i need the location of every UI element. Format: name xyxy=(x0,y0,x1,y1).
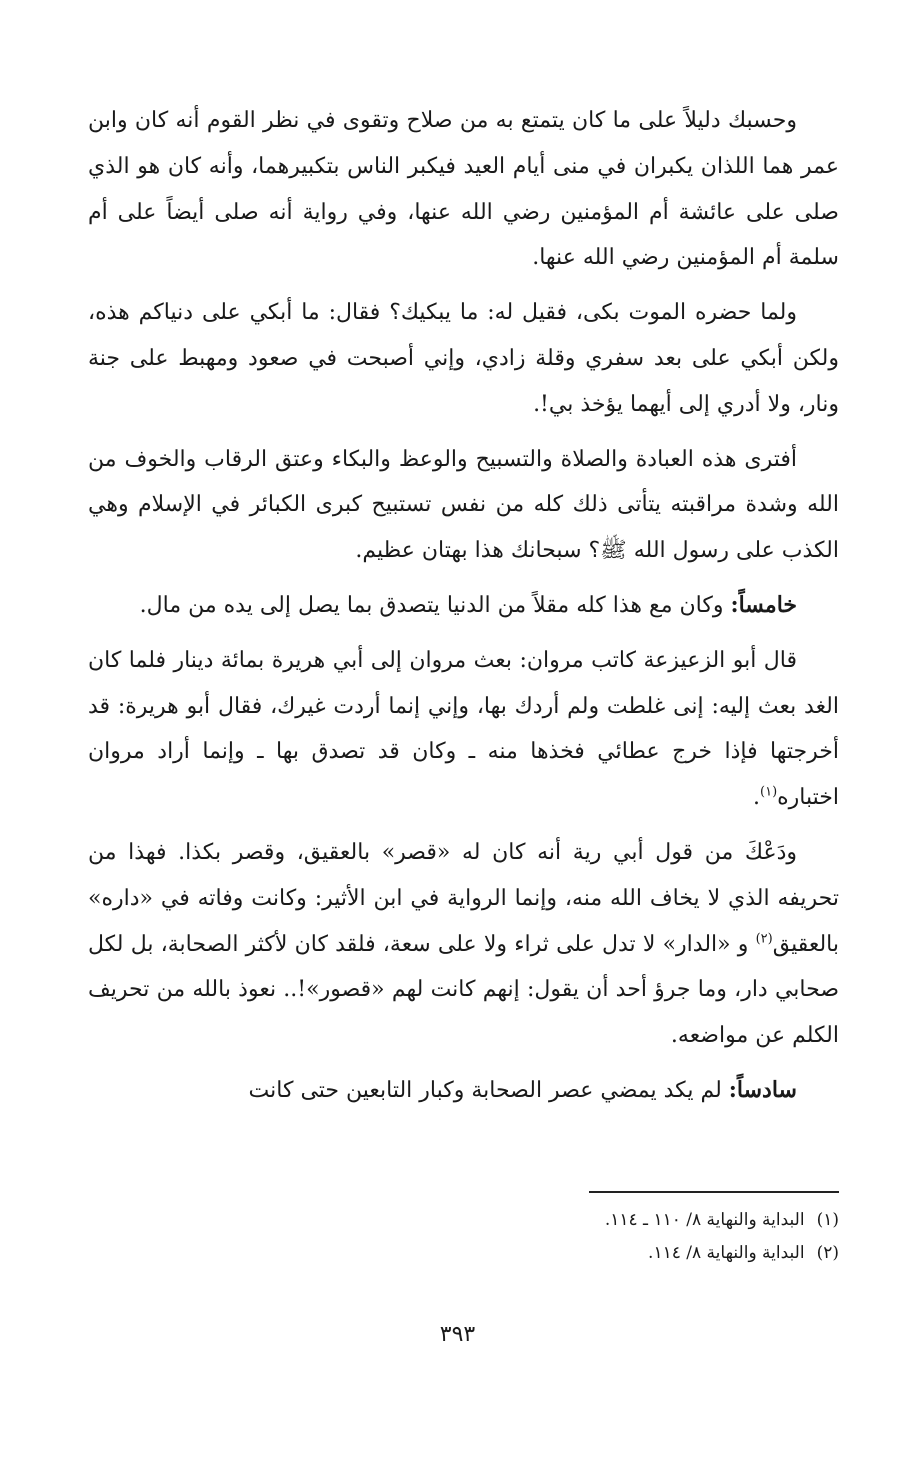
paragraph-3 xyxy=(88,437,839,574)
paragraph-1-text: وحسبك دليلاً على ما كان يتمتع به من صلاح وتقوى في نظر القوم أنه كان وابن عمر هما اللذان يكبران في منى أيام العيد فيكبر الناس بتكبيرهما، وأنه كان هو الذي صلى على عائشة أم المؤمنين رضي الله عنها، وفي رواية أنه صلى أيضاً على أم سلمة أم المؤمنين رضي الله عنها. xyxy=(88,108,839,271)
paragraph-4 xyxy=(88,583,839,629)
paragraph-6 xyxy=(88,830,839,1059)
paragraph-7 xyxy=(88,1068,839,1114)
paragraph-5 xyxy=(88,638,839,821)
footnotes xyxy=(88,1204,839,1270)
paragraph-2-text: ولما حضره الموت بكى، فقيل له: ما يبكيك؟ فقال: ما أبكي على دنياكم هذه، ولكن أبكي على بعد سفري وقلة زادي، وإني أصبحت في صعود ومهبط على جنة ونار، ولا أدري إلى أيهما يؤخذ بي!. xyxy=(88,300,839,417)
footnote-1 xyxy=(88,1204,839,1237)
footnote-1-text: البداية والنهاية ٨/ ١١٠ ـ ١١٤. xyxy=(604,1210,805,1230)
paragraph-7-text: لم يكد يمضي عصر الصحابة وكبار التابعين حتى كانت xyxy=(248,1077,729,1103)
footnote-ref-1[interactable]: (١) xyxy=(760,784,778,800)
paragraph-5-end: . xyxy=(753,785,761,811)
paragraph-7-lead: سادساً: xyxy=(728,1076,797,1103)
paragraph-4-text: وكان مع هذا كله مقلاً من الدنيا يتصدق بما يصل إلى يده من مال. xyxy=(139,592,731,618)
paragraph-4-lead: خامساً: xyxy=(730,591,797,618)
page-number: ٣٩٣ xyxy=(439,1322,476,1347)
paragraph-6-text: ودَعْكَ من قول أبي رية أنه كان له «قصر» بالعقيق، وقصر بكذا. فهذا من تحريفه الذي لا يخاف الله منه، وإنما الرواية في ابن الأثير: وكانت وفاته في «داره» بالعقيق xyxy=(88,839,839,957)
footnote-ref-2[interactable]: (٢) xyxy=(755,931,773,947)
footnote-2 xyxy=(88,1237,839,1270)
footnote-2-number: (٢) xyxy=(816,1243,839,1263)
footnote-divider xyxy=(589,1191,839,1193)
main-text xyxy=(88,98,839,1123)
paragraph-6-rest: و «الدار» لا تدل على ثراء ولا على سعة، فلقد كان لأكثر الصحابة، بل لكل صحابي دار، وما جرؤ أحد أن يقول: إنهم كانت لهم «قصور»!.. نعوذ بالله من تحريف الكلم عن مواضعه. xyxy=(88,931,839,1049)
paragraph-2 xyxy=(88,290,839,427)
footnote-2-text: البداية والنهاية ٨/ ١١٤. xyxy=(648,1243,805,1263)
footnote-1-number: (١) xyxy=(816,1210,839,1230)
paragraph-3-text: أفترى هذه العبادة والصلاة والتسبيح والوعظ والبكاء وعتق الرقاب والخوف من الله وشدة مراقبته يتأتى ذلك كله من نفس تستبيح كبرى الكبائر في الإسلام وهي الكذب على رسول الله ﷺ؟ سبحانك هذا بهتان عظيم. xyxy=(88,446,839,564)
paragraph-1 xyxy=(88,98,839,281)
paragraph-5-text: قال أبو الزعيزعة كاتب مروان: بعث مروان إلى أبي هريرة بمائة دينار فلما كان الغد بعث إليه: إنى غلطت ولم أردك بها، وإني إنما أردت غيرك، فقال أبو هريرة: قد أخرجتها فإذا خرج عطائي فخذها منه ـ وكان قد تصدق بها ـ وإنما أراد مروان اختباره xyxy=(88,647,839,811)
